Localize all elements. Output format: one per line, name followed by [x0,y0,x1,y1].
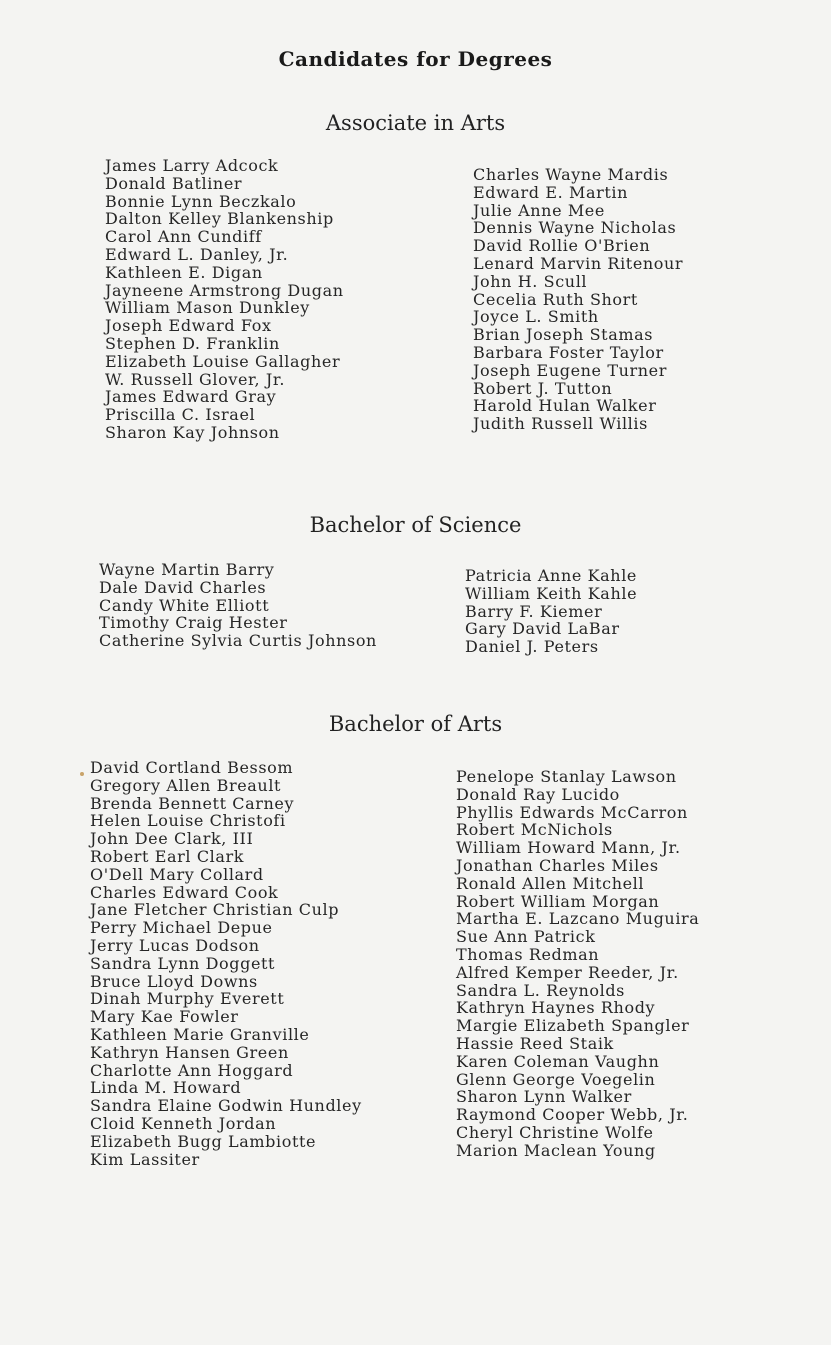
graduate-name: W. Russell Glover, Jr. [105,369,286,389]
graduate-name: Candy White Elliott [99,595,270,615]
graduate-name: David Cortland Bessom [90,758,294,777]
graduate-name: Jane Fletcher Christian Culp [90,900,340,920]
graduate-name: Charles Edward Cook [90,882,279,902]
graduate-name: Kathleen E. Digan [105,262,263,282]
graduate-name: Linda M. Howard [90,1078,242,1098]
graduate-name: Dalton Kelley Blankenship [105,209,334,229]
graduate-name: Mary Kae Fowler [90,1007,239,1027]
graduate-name: Dinah Murphy Everett [90,989,285,1009]
graduate-name: Jonathan Charles Miles [456,855,659,875]
graduate-name: Kim Lassiter [90,1149,200,1169]
graduate-name: Timothy Craig Hester [99,613,288,633]
graduate-name: Judith Russell Willis [473,414,648,434]
page-title: Candidates for Degrees [278,47,553,71]
graduate-name: David Rollie O'Brien [473,236,651,256]
graduate-name: Carol Ann Cundiff [105,227,262,247]
graduate-name: William Keith Kahle [465,583,638,603]
graduate-name: Thomas Redman [456,944,600,964]
graduate-name: James Larry Adcock [105,156,279,175]
graduate-name: Sandra Lynn Doggett [90,953,276,973]
graduate-name: Karen Coleman Vaughn [456,1051,660,1071]
graduate-name: Priscilla C. Israel [105,405,256,425]
graduate-name: Margie Elizabeth Spangler [456,1016,690,1036]
bachelor-of-science-right-list [465,567,637,656]
graduate-name: Marion Maclean Young [456,1140,656,1160]
graduate-name: Elizabeth Louise Gallagher [105,351,341,371]
graduate-name: Penelope Stanlay Lawson [456,767,677,786]
graduate-name: Cheryl Christine Wolfe [456,1122,654,1142]
graduate-name: James Edward Gray [105,387,277,407]
graduate-name: Dale David Charles [99,577,267,597]
graduate-name: Gary David LaBar [465,619,620,639]
graduate-name: Edward L. Danley, Jr. [105,244,289,264]
graduate-name: Robert J. Tutton [473,378,613,398]
graduate-name: Cecelia Ruth Short [473,289,638,309]
graduate-name: Gregory Allen Breault [90,775,282,795]
graduate-name: Barry F. Kiemer [465,601,603,621]
associate-in-arts-right-list [473,166,683,433]
graduate-name: Wayne Martin Barry [99,560,275,579]
graduate-name: John Dee Clark, III [90,829,254,849]
graduate-name: Kathleen Marie Granville [90,1024,310,1044]
graduate-name: Charlotte Ann Hoggard [90,1060,294,1080]
graduate-name: Helen Louise Christofi [90,811,286,831]
graduate-name: Alfred Kemper Reeder, Jr. [456,962,679,982]
graduate-name: Dennis Wayne Nicholas [473,218,677,238]
graduate-name: Brenda Bennett Carney [90,793,295,813]
graduate-name: Bonnie Lynn Beczkalo [105,191,297,211]
graduate-name: Harold Hulan Walker [473,396,657,416]
graduate-name: Stephen D. Franklin [105,333,280,353]
graduate-name: William Howard Mann, Jr. [456,838,681,858]
graduate-name: Jayneene Armstrong Dugan [105,280,344,300]
graduate-name: Sharon Kay Johnson [105,422,280,442]
graduate-name: Bruce Lloyd Downs [90,971,258,991]
graduate-name: Robert Earl Clark [90,846,245,866]
graduate-name: Cloid Kenneth Jordan [90,1113,277,1133]
graduate-name: Kathryn Hansen Green [90,1042,289,1062]
graduate-name: Glenn George Voegelin [456,1069,656,1089]
bachelor-of-science-left-list [99,561,377,650]
graduate-name: Raymond Cooper Webb, Jr. [456,1105,689,1125]
graduate-name: Jerry Lucas Dodson [90,935,260,955]
bachelor-of-arts-right-list [456,768,699,1160]
graduate-name: William Mason Dunkley [105,298,310,318]
graduate-name: Catherine Sylvia Curtis Johnson [99,631,377,651]
graduate-name: Sharon Lynn Walker [456,1087,632,1107]
associate-in-arts-left-list [105,157,344,442]
bachelor-of-arts-left-list [90,759,362,1168]
section-heading-bachelor-of-science: Bachelor of Science [309,513,522,537]
graduate-name: Sandra Elaine Godwin Hundley [90,1096,362,1116]
graduate-name: Charles Wayne Mardis [473,165,669,184]
graduate-name: O'Dell Mary Collard [90,864,264,884]
graduate-name: Patricia Anne Kahle [465,566,637,585]
graduate-name: Edward E. Martin [473,182,629,202]
graduate-name: Sue Ann Patrick [456,927,596,947]
graduate-name: Barbara Foster Taylor [473,342,664,362]
graduate-name: Joyce L. Smith [473,307,599,327]
graduate-name: Donald Ray Lucido [456,784,620,804]
graduate-name: Joseph Eugene Turner [473,360,667,380]
graduate-name: Phyllis Edwards McCarron [456,802,688,822]
graduate-name: Hassie Reed Staik [456,1033,614,1053]
graduate-name: John H. Scull [473,271,588,291]
graduate-name: Martha E. Lazcano Muguira [456,909,700,929]
graduate-name: Lenard Marvin Ritenour [473,253,684,273]
section-heading-associate-in-arts: Associate in Arts [325,111,506,135]
graduate-name: Sandra L. Reynolds [456,980,625,1000]
graduate-name: Robert William Morgan [456,891,660,911]
graduate-name: Ronald Allen Mitchell [456,873,645,893]
graduate-name: Brian Joseph Stamas [473,325,654,345]
graduate-name: Daniel J. Peters [465,637,599,657]
graduate-name: Joseph Edward Fox [105,316,272,336]
graduate-name: Perry Michael Depue [90,918,273,938]
paper-speck [80,772,84,776]
graduate-name: Julie Anne Mee [473,200,605,220]
section-heading-bachelor-of-arts: Bachelor of Arts [328,712,503,736]
graduate-name: Kathryn Haynes Rhody [456,998,656,1018]
graduate-name: Robert McNichols [456,820,613,840]
graduate-name: Donald Batliner [105,173,243,193]
graduate-name: Elizabeth Bugg Lambiotte [90,1131,317,1151]
